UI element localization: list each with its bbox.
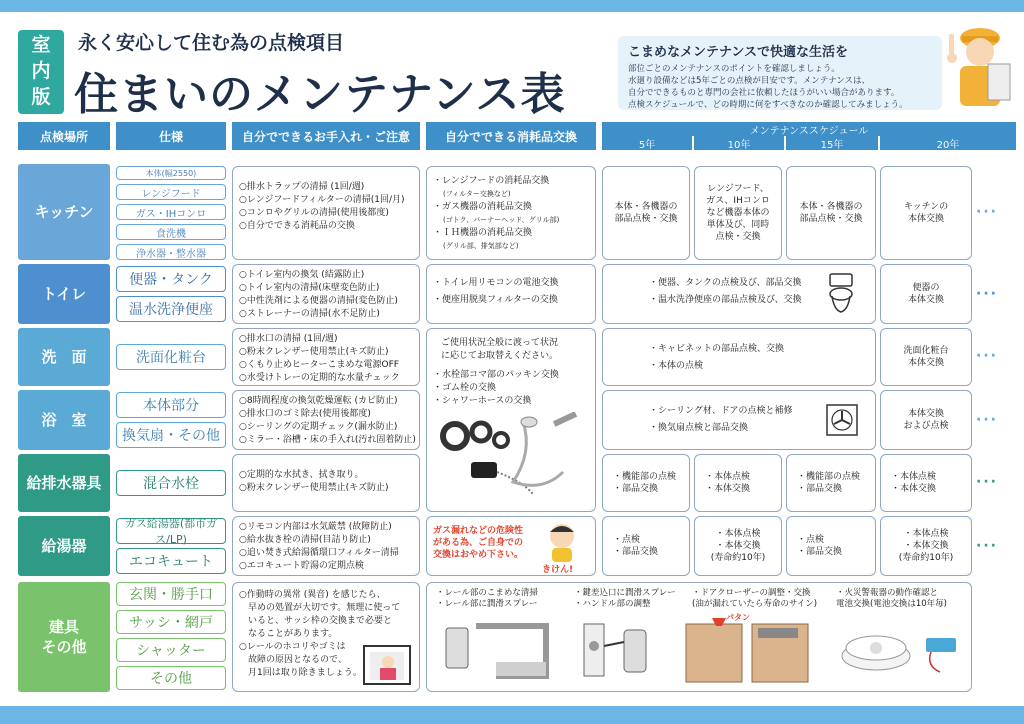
ventilation-fan-icon — [826, 404, 858, 436]
door-closer-illustration — [682, 614, 812, 686]
sched-plumbing-15y: ・機能部の点検 ・部品交換 — [786, 454, 876, 512]
intro-line: 水廻り設備などは5年ごとの点検が目安です。メンテナンスは、 — [628, 76, 871, 86]
spec-shutter: シャッター — [116, 638, 226, 662]
diy-item: ○シーリングの定期チェック(漏水防止) — [239, 422, 398, 432]
spec-bath-fan: 換気扇・その他 — [116, 422, 226, 448]
diy-item: ○リモコン内部は水気厳禁 (故障防止) — [239, 522, 392, 532]
diy-toilet — [232, 264, 420, 324]
sched-kitchen-20y: キッチンの 本体交換 — [880, 166, 972, 260]
door-slam-label: パタン — [726, 613, 750, 622]
continuation-dots: ··· — [976, 412, 998, 428]
diy-item: いると、サッシ枠の交換まで必要と — [239, 616, 392, 626]
tip-lock: ・鍵差込口に潤滑スプレー ・ハンドル部の調整 — [574, 588, 676, 609]
diy-item: ○追い焚き式給湯循環口フィルター清掃 — [239, 548, 399, 558]
danger-warning: ガス漏れなどの危険性 — [433, 526, 524, 536]
diy-item: ○コンロやグリルの清掃(使用後都度) — [239, 208, 389, 218]
indoor-version-badge — [18, 30, 64, 114]
sched-heater-5y: ・点検 ・部品交換 — [602, 516, 690, 576]
continuation-dots: ··· — [976, 348, 998, 364]
danger-tag: きけん! — [542, 565, 574, 575]
sched-washroom-20y: 洗面化粧台 本体交換 — [880, 328, 972, 386]
spec-vanity: 洗面化粧台 — [116, 344, 226, 370]
sched-plumbing-5y: ・機能部の点検 ・部品交換 — [602, 454, 690, 512]
diy-item: ○自分でできる消耗品の交換 — [239, 221, 355, 231]
row-label-kitchen: キッチン — [18, 164, 110, 260]
diy-item: ○定期的な水拭き、拭き取り。 — [239, 470, 364, 480]
spec-sash-screen: サッシ・網戸 — [116, 610, 226, 634]
intro-panel — [618, 36, 942, 110]
tip-door-closer: ・ドアクローザーの調整・交換 (油が漏れていたら寿命のサイン) — [692, 588, 818, 609]
col-header-schedule: メンテナンススケジュール — [602, 122, 1016, 136]
sched-toilet-20y: 便器の 本体交換 — [880, 264, 972, 324]
continuation-dots: ··· — [976, 286, 998, 302]
diy-plumbing — [232, 454, 420, 512]
row-label-fittings: 建具 その他 — [18, 582, 110, 692]
intro-line: 部位ごとのメンテナンスのポイントを確認しましょう。 — [628, 64, 840, 74]
spec-mixer-faucet: 混合水栓 — [116, 470, 226, 496]
intro-line: 点検スケジュールで、どの時期に何をすべきなのか確認してみましょう。 — [628, 100, 908, 110]
year-5: 5年 — [602, 136, 692, 150]
faucet-parts-illustration — [433, 412, 583, 498]
spec-entrance-door: 玄関・勝手口 — [116, 582, 226, 606]
lock-spray-illustration — [574, 616, 674, 686]
sched-bath-20y: 本体交換 および点検 — [880, 390, 972, 450]
col-header-diy: 自分でできるお手入れ・ご注意 — [232, 122, 420, 150]
fire-alarm-icon — [836, 616, 966, 686]
consumable-toilet — [426, 264, 596, 324]
year-20: 20年 — [880, 136, 1016, 150]
diy-item: ○レールのホコリやゴミは — [239, 642, 346, 652]
sched-item: ・換気扇点検と部品交換 — [649, 423, 749, 433]
diy-item: ○くもり止めヒーターこまめな電源OFF — [239, 360, 399, 370]
page-title: 住まいのメンテナンス表 — [74, 69, 566, 120]
consumable-item: ・便座用脱臭フィルターの交換 — [433, 295, 558, 305]
diy-item: ○作動時の異常 (異音) を感じたら、 — [239, 590, 386, 600]
sched-kitchen-10y: レンジフード、 ガス、IHコンロ など機器本体の 単体及び、同時 点検・交換 — [694, 166, 782, 260]
sched-heater-20y: ・本体点検 ・本体交換 (寿命約10年) — [880, 516, 972, 576]
diy-item: ○粉末クレンザー使用禁止(キズ防止) — [239, 483, 389, 493]
year-15: 15年 — [786, 136, 878, 150]
col-header-spec: 仕様 — [116, 122, 226, 150]
year-10: 10年 — [694, 136, 784, 150]
row-label-water-heater: 給湯器 — [18, 516, 110, 576]
badge-text: 室内版 — [31, 34, 51, 108]
spec-washlet: 温水洗浄便座 — [116, 296, 226, 322]
sched-item: ・キャビネットの部品点検、交換 — [649, 344, 785, 354]
page-subtitle: 永く安心して住む為の点検項目 — [78, 32, 345, 54]
diy-item: ○ストレーナーの清掃(水不足防止) — [239, 309, 380, 319]
worker-illustration — [938, 14, 1016, 112]
spec-toilet-bowl: 便器・タンク — [116, 266, 226, 292]
diy-item: ○中性洗剤による便器の清掃(変色防止) — [239, 296, 398, 306]
sched-kitchen-5y: 本体・各機器の 部品点検・交換 — [602, 166, 690, 260]
danger-warning: がある為、ご自身での — [433, 538, 524, 548]
top-color-bar — [0, 0, 1024, 12]
continuation-dots: ··· — [976, 204, 998, 220]
consumable-note: (フィルター交換など) — [443, 190, 511, 198]
toilet-icon — [826, 272, 856, 314]
diy-item: ○排水トラップの清掃 (1回/週) — [239, 182, 365, 192]
consumable-item: ・シャワーホースの交換 — [433, 396, 532, 406]
tip-fire-alarm: ・火災警報器の動作確認と 電池交換(電池交換は10年毎) — [836, 588, 947, 609]
diy-item: ○水受けトレーの定期的な水量チェック — [239, 373, 400, 383]
row-label-bath: 浴 室 — [18, 390, 110, 450]
row-label-plumbing: 給排水器具 — [18, 454, 110, 512]
consumable-water-fixtures — [426, 328, 596, 512]
sched-washroom-range — [602, 328, 876, 386]
consumable-kitchen — [426, 166, 596, 260]
consumable-item: ・レンジフードの消耗品交換 — [433, 176, 550, 186]
sched-item: ・本体の点検 — [649, 361, 704, 371]
sched-item: ・温水洗浄便座の部品点検及び、交換 — [649, 295, 802, 305]
consumable-item: ・水栓部コマ部のパッキン交換 — [433, 370, 559, 380]
danger-warning: 交換はおやめ下さい。 — [433, 550, 524, 560]
diy-item: 故障の原因となるので、 — [239, 655, 347, 665]
diy-kitchen — [232, 166, 420, 260]
diy-item: 月1回は取り除きましょう。 — [239, 668, 362, 678]
intro-heading: こまめなメンテナンスで快適な生活を — [628, 45, 848, 60]
row-label-washroom: 洗 面 — [18, 328, 110, 386]
intro-line: 自分でできるものと専門の会社に依頼したほうがいい場合があります。 — [628, 88, 900, 98]
diy-item: ○トイレ室内の換気 (結露防止) — [239, 270, 365, 280]
consumable-item: ・ゴム栓の交換 — [433, 383, 497, 393]
spec-stove: ガス・IHコンロ — [116, 204, 226, 220]
diy-item: ○8時間程度の換気乾燥運転 (カビ防止) — [239, 396, 398, 406]
diy-item: ○排水口のゴミ除去(使用後都度) — [239, 409, 371, 419]
spec-gas-heater: ガス給湯器(都市ガス/LP) — [116, 518, 226, 544]
spec-other: その他 — [116, 666, 226, 690]
diy-item: ○給水抜き栓の清掃(目詰り防止) — [239, 535, 371, 545]
spec-dishwasher: 食洗機 — [116, 224, 226, 240]
diy-bath — [232, 390, 420, 450]
consumable-item: ・ガス機器の消耗品交換 — [433, 202, 533, 212]
col-header-consumable: 自分でできる消耗品交換 — [426, 122, 596, 150]
diy-item: 早めの処置が大切です。無理に使って — [239, 603, 401, 613]
continuation-dots: ··· — [976, 538, 998, 554]
consumable-intro: に応じてお取替えください。 — [441, 351, 559, 361]
spec-bath-body: 本体部分 — [116, 392, 226, 418]
consumable-note: (ゴトク、バーナーヘッド、グリル部) — [443, 216, 560, 224]
sched-item: ・便器、タンクの点検及び、部品交換 — [649, 278, 802, 288]
diy-washroom — [232, 328, 420, 386]
consumable-note: (グリル部、排気部など) — [443, 242, 519, 250]
rail-spray-illustration — [436, 616, 556, 686]
diy-item: ○トイレ室内の清掃(床壁変色防止) — [239, 283, 380, 293]
consumable-intro: ご使用状況全般に渡って状況 — [441, 338, 559, 348]
spec-rangehood: レンジフード — [116, 184, 226, 200]
sched-heater-15y: ・点検 ・部品交換 — [786, 516, 876, 576]
continuation-dots: ··· — [976, 474, 998, 490]
sched-heater-10y: ・本体点検 ・本体交換 (寿命約10年) — [694, 516, 782, 576]
sched-item: ・シーリング材、ドアの点検と補修 — [649, 406, 793, 416]
diy-item: ○排水口の清掃 (1回/週) — [239, 334, 338, 344]
consumable-item: ・ＩＨ機器の消耗品交換 — [433, 228, 533, 238]
row-label-toilet: トイレ — [18, 264, 110, 324]
consumable-item: ・トイレ用リモコンの電池交換 — [433, 278, 559, 288]
sched-plumbing-20y: ・本体点検 ・本体交換 — [880, 454, 972, 512]
sched-plumbing-10y: ・本体点検 ・本体交換 — [694, 454, 782, 512]
window-cleaning-illustration — [362, 644, 412, 686]
danger-child-icon — [540, 520, 584, 564]
diy-item: なることがあります。 — [239, 629, 338, 639]
sched-kitchen-15y: 本体・各機器の 部品点検・交換 — [786, 166, 876, 260]
spec-water-purifier: 浄水器・整水器 — [116, 244, 226, 260]
col-header-place: 点検場所 — [18, 122, 110, 150]
spec-ecocute: エコキュート — [116, 548, 226, 574]
spec-kitchen-body: 本体(幅2550) — [116, 166, 226, 180]
bottom-color-bar — [0, 706, 1024, 724]
diy-water-heater — [232, 516, 420, 576]
diy-item: ○レンジフードフィルターの清掃(1回/月) — [239, 195, 405, 205]
diy-item: ○ミラー・浴槽・床の手入れ(汚れ固着防止) — [239, 435, 416, 445]
diy-item: ○エコキュート貯湯の定期点検 — [239, 561, 364, 571]
tip-rail: ・レール部のこまめな清掃 ・レール部に潤滑スプレー — [436, 588, 538, 609]
diy-item: ○粉末クレンザー使用禁止(キズ防止) — [239, 347, 389, 357]
